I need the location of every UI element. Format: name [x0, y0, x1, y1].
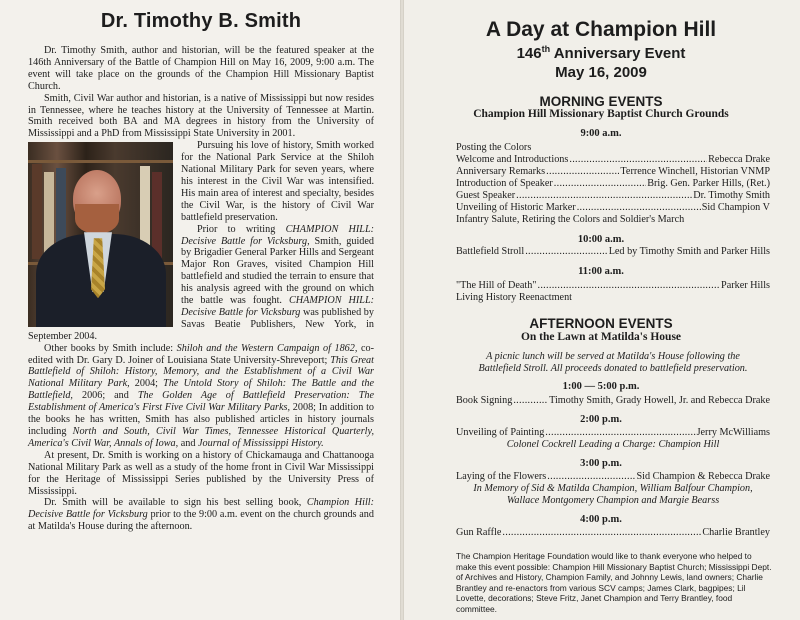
time-300: 3:00 p.m. [580, 458, 622, 469]
row-label: Anniversary Remarks [456, 166, 546, 177]
row-value: Rebecca Drake [708, 154, 770, 165]
speaker-bio [28, 45, 374, 533]
morning-location: Champion Hill Missionary Baptist Church Grounds [473, 108, 729, 120]
painting-title: Colonel Cockrell Leading a Charge: Champion Hill [506, 439, 720, 450]
picnic-note-1: A picnic lunch will be served at Matilda's House following the [486, 351, 740, 362]
row-value: Timothy Smith, Grady Howell, Jr. and Rebecca Drake [549, 395, 770, 406]
bio-paragraph-6: At present, Dr. Smith is working on a history of Chickamauga and Chattanooga National Military Park as well as a study of the home front in Civil War Mississippi for the Heritage of Mississippi Series published by the University Press of Mississippi. [28, 449, 374, 497]
time-200: 2:00 p.m. [580, 414, 622, 425]
bio-paragraph-2: Smith, Civil War author and historian, is a native of Mississippi but now resides in Tennessee, where he teaches history at the University of Tennessee at Martin. Smith received both BA and MA degrees in history from the University of Mississippi and a PhD from Mississippi State University in 2001. [28, 92, 374, 140]
anniversary-suffix: th [541, 44, 551, 54]
program-row [456, 154, 770, 166]
bio-p5-h: The Golden Age of Battlefield Preservation: The Establishment of America's First Five Civil War Military Parks, [28, 390, 374, 414]
program-row [456, 246, 770, 258]
afternoon-heading: AFTERNOON EVENTS [529, 316, 673, 331]
bio-p5-d: This Great Battlefield of Shiloh: History, Memory, and the Establishment of a Civil War National Military Park, [28, 354, 374, 390]
row-label: Battlefield Stroll [456, 246, 525, 257]
memory-line-1: In Memory of Sid & Matilda Champion, William Balfour Champion, [473, 483, 753, 494]
program-row [456, 527, 770, 539]
bio-paragraph-1: Dr. Timothy Smith, author and historian, will be the featured speaker at the 146th Anniversary of the Battle of Champion Hill on May 16, 2009, 9:00 a.m. The event will take place on the grounds of the Champion Hill Missionary Baptist Church. [28, 45, 374, 92]
program-row [456, 280, 770, 292]
row-label: Unveiling of Historic Marker [456, 202, 576, 213]
bio-p5-g: 2006; and [72, 390, 138, 402]
row-value: Led by Timothy Smith and Parker Hills [608, 246, 770, 257]
bio-p5-f: The Untold Story of Shiloh: The Battle and the Battlefield, [28, 378, 374, 402]
bio-paragraph-3: Pursuing his love of history, Smith worked for the National Park Service at the Shiloh National Military Park for seven years, where his interest in the Civil War was intensified. His main area of interest and specialty, besides the Civil War, is the history of Civil War battlefield preservation. [181, 140, 374, 223]
reenactment: Living History Reenactment [456, 292, 572, 303]
program-row [456, 427, 770, 439]
row-label: Laying of the Flowers [456, 471, 547, 482]
program-title: A Day at Champion Hill [485, 18, 717, 41]
morning-heading: MORNING EVENTS [539, 94, 663, 109]
anniversary-heading [402, 44, 800, 62]
row-value: Sid Champion & Rebecca Drake [636, 471, 770, 482]
speaker-title: Dr. Timothy B. Smith [100, 10, 302, 32]
anniversary-text: Anniversary Event [550, 45, 686, 62]
bio-paragraph-2-lead [28, 93, 374, 141]
bio-p7-a: Dr. Smith will be available to sign his best selling book, [44, 497, 307, 509]
event-date: May 16, 2009 [555, 64, 647, 81]
bio-photo-block [28, 93, 374, 343]
bio-p5-b: Shiloh and the Western Campaign of 1862, [176, 342, 358, 354]
afternoon-location: On the Lawn at Matilda's House [520, 331, 682, 343]
row-label: Gun Raffle [456, 527, 502, 538]
time-900: 9:00 a.m. [580, 128, 622, 139]
bio-p5-e: 2004; [129, 378, 164, 390]
row-label: Welcome and Introductions [456, 154, 569, 165]
posting-colors: Posting the Colors [456, 142, 532, 153]
memory-line-2: Wallace Montgomery Champion and Margie Bearss [506, 495, 720, 506]
row-label: Introduction of Speaker [456, 178, 553, 189]
row-label: Guest Speaker [456, 190, 516, 201]
row-value: Charlie Brantley [702, 527, 770, 538]
bio-p4-text-2: Smith, guided by Brigadier General Parker Hills and Sergeant Major Ron Graves, visited Champion Hill battlefield and studied the terrain to ensure that his analysis agreed with the ground on which the battle was fought. [181, 235, 374, 307]
bio-paragraph-7 [28, 497, 374, 533]
row-label: "The Hill of Death" [456, 280, 537, 291]
program-row [456, 395, 770, 407]
infantry-salute: Infantry Salute, Retiring the Colors and Soldier's March [456, 214, 685, 225]
time-1000: 10:00 a.m. [577, 234, 625, 245]
bio-p5-k: and [178, 437, 198, 449]
row-label: Book Signing [456, 395, 513, 406]
program-row [456, 190, 770, 202]
program-row [456, 202, 770, 214]
time-400: 4:00 p.m. [580, 514, 622, 525]
time-100: 1:00 — 5:00 p.m. [562, 381, 640, 392]
book-title-champion-hill: CHAMPION HILL: Decisive Battle for Vicksburg, [181, 223, 374, 247]
program-row [456, 178, 770, 190]
bio-p5-c: co-edited with Dr. Gary D. Joiner of Louisiana State University-Shreveport; [28, 342, 374, 366]
bio-p4-text-3: was published by Savas Beatie Publishers, New York, in September 2004. [28, 306, 374, 342]
row-value: Parker Hills [721, 280, 770, 291]
row-value: Jerry McWilliams [696, 427, 770, 438]
program-row [456, 166, 770, 178]
time-1100: 11:00 a.m. [578, 266, 624, 277]
program-row [456, 471, 770, 483]
row-value: Terrence Winchell, Historian VNMP [620, 166, 770, 177]
acknowledgements: The Champion Heritage Foundation would like to thank everyone who helped to make this event possible: Champion Hill Missionary Baptist Church; Mississippi Dept. of Archives and History, Champion Family, and Johnny Lewis, land owners; Charlie Brantley and re-enactors from various SCV camps; James Clark, bagpipes; Lil Lovette, decorations; Steve Fritz, Janet Champion and Terry Brantley, food committee. [456, 551, 772, 614]
bio-p7-c: prior to the 9:00 a.m. event on the church grounds and at Matilda's House during the afternoon. [28, 509, 374, 533]
bio-p5-l: Journal of Mississippi History. [198, 437, 324, 449]
row-value: Brig. Gen. Parker Hills, (Ret.) [647, 178, 770, 189]
page-fold [400, 0, 404, 620]
bio-paragraph-5 [28, 343, 374, 450]
bio-p5-i: 2008; In addition to the books he has written, Smith has also published articles in history journals including [28, 402, 374, 437]
anniversary-number: 146 [516, 45, 542, 62]
speaker-photo [28, 142, 173, 327]
bio-p7-b: Champion Hill: Decisive Battle for Vicksburg [28, 497, 374, 521]
bio-p5-j: North and South, Civil War Times, Tennessee Historical Quarterly, America's Civil War, Annals of Iowa, [28, 426, 374, 449]
row-label: Unveiling of Painting [456, 427, 545, 438]
picnic-note-2: Battlefield Stroll. All proceeds donated to battlefield preservation. [478, 363, 748, 374]
row-value: Sid Champion V [701, 202, 770, 213]
bio-p4-text: Prior to writing [197, 223, 286, 235]
book-title-champion-hill-2: CHAMPION HILL: Decisive Battle for Vicksburg [181, 295, 374, 318]
row-value: Dr. Timothy Smith [693, 190, 770, 201]
bio-p5-a: Other books by Smith include: [44, 342, 177, 354]
